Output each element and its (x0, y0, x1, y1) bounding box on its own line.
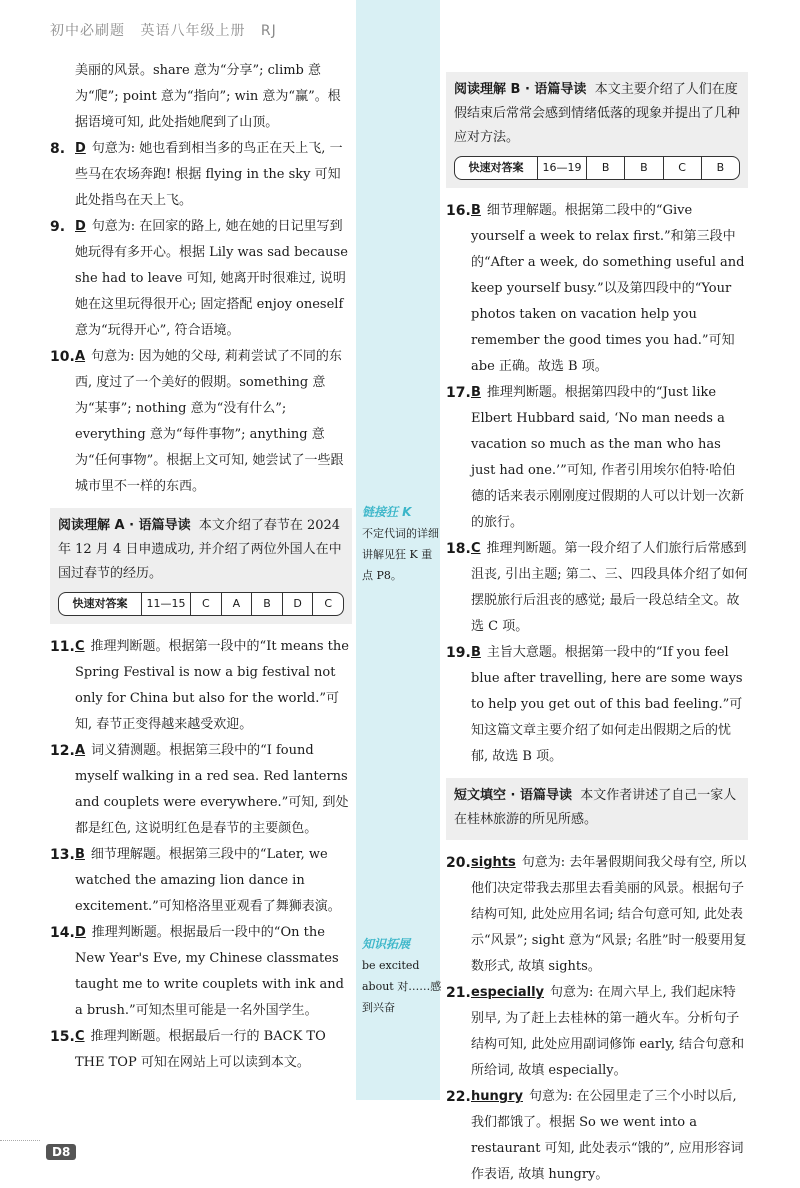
item-explanation: 主旨大意题。根据第一段中的“If you feel blue after travelling, here are some ways to help you get out of this bad feeling.”可知这篇文章主要介绍了如何走出假期之后的忧郁, 故选 B 项。 (471, 645, 743, 764)
reading-a-guide-box (50, 508, 352, 624)
answer-item (50, 842, 352, 920)
item-answer: B (471, 645, 481, 660)
continued-text: 美丽的风景。share 意为“分享”; climb 意为“爬”; point 意为“指向”; win 意为“赢”。根据语境可知, 此处指她爬到了山顶。 (75, 63, 341, 130)
item-number: 17. (446, 385, 471, 401)
quick-answer-cell: B (716, 161, 725, 174)
quick-answer-range: 11—15 (142, 593, 191, 615)
header-series: 初中必刷题 (50, 23, 125, 39)
item-number: 11. (50, 639, 75, 655)
answer-item (446, 640, 748, 770)
guide-text: 本文主要介绍了人们在度假结束后常常会感到情绪低落的现象并提出了几种应对方法。 (454, 82, 741, 145)
answer-item (50, 344, 352, 500)
answer-item (446, 1084, 748, 1188)
item-answer: D (75, 925, 86, 940)
item-answer: D (75, 219, 86, 234)
item-explanation: 句意为: 在周六早上, 我们起床特别早, 为了赶上去桂林的第一趟火车。分析句子结构可知, 此处应用副词修饰 early, 结合句意和所给词, 故填 especially。 (471, 985, 745, 1078)
item-explanation: 推理判断题。第一段介绍了人们旅行后常感到沮丧, 引出主题; 第二、三、四段具体介绍了如何摆脱旅行后沮丧的感觉; 最后一段总结全文。故选 C 项。 (471, 541, 748, 634)
item-explanation: 词义猜测题。根据第三段中的“I found myself walking in a red sea. Red lanterns and couplets were everywhere.”可知, 到处都是红色, 这说明红色是春节的主要颜色。 (75, 743, 349, 836)
item-number: 19. (446, 645, 471, 661)
margin-note-title: 链接狂 K (362, 505, 412, 519)
item-number: 8. (50, 141, 66, 157)
item-explanation: 细节理解题。根据第二段中的“Give yourself a week to relax first.”和第三段中的“After a week, do something useful and keep yourself busy.”以及第四段中的“Your photos taken on vacation help you remember the good times you had.”可知 abe 正确。故选 B 项。 (471, 203, 745, 374)
quick-answer-title: 快速对答案 (455, 157, 538, 179)
answer-item (446, 850, 748, 980)
item-number: 14. (50, 925, 75, 941)
quick-answer-cell: B (252, 593, 283, 615)
item-number: 20. (446, 855, 471, 871)
item-answer: C (75, 639, 85, 654)
guide-tag: 短文填空 · 语篇导读 (454, 788, 572, 803)
margin-note-text: be excited about 对……感到兴奋 (362, 959, 442, 1014)
item-answer: B (471, 203, 481, 218)
item-number: 22. (446, 1089, 471, 1105)
margin-note-title: 知识拓展 (362, 937, 411, 951)
answer-item (50, 1024, 352, 1076)
item-answer: B (75, 847, 85, 862)
header-edition: RJ (260, 23, 277, 39)
quick-answer-cell: C (324, 597, 333, 610)
quick-answer-table (58, 592, 344, 616)
answer-item (446, 380, 748, 536)
quick-answer-cell: B (587, 157, 625, 179)
item-answer: C (471, 541, 481, 556)
item-explanation: 句意为: 因为她的父母, 莉莉尝试了不同的东西, 度过了一个美好的假期。something 意为“某事”; nothing 意为“没有什么”; everything 意为“每件事物”; anything 意为“任何事物”。根据上文可知, 她尝试了一些跟城市里不一样的东西。 (75, 349, 344, 494)
answer-item (50, 214, 352, 344)
item-number: 12. (50, 743, 75, 759)
page-number: D8 (46, 1144, 76, 1160)
item-answer: B (471, 385, 481, 400)
answer-item (446, 536, 748, 640)
answer-item (446, 980, 748, 1084)
margin-note-link (362, 502, 442, 586)
margin-note-knowledge (362, 934, 442, 1018)
item-explanation: 推理判断题。根据最后一段中的“On the New Year's Eve, my Chinese classmates taught me to write couplets with ink and a brush.”可知杰里可能是一名外国学生。 (75, 925, 344, 1018)
cloze-guide-box (446, 778, 748, 840)
answer-item (50, 738, 352, 842)
item-explanation: 句意为: 去年暑假期间我父母有空, 所以他们决定带我去那里去看美丽的风景。根据句子结构可知, 此处应用名词; 结合句意可知, 此处表示“风景”; sight 意为“风景; 名胜”时一般要用复数形式, 故填 sights。 (471, 855, 747, 974)
guide-text: 本文作者讲述了自己一家人在桂林旅游的所见所感。 (454, 788, 737, 827)
item-explanation: 句意为: 她也看到相当多的鸟正在天上飞, 一些马在农场奔跑! 根据 flying in the sky 可知此处指鸟在天上飞。 (75, 141, 343, 208)
quick-answer-table (454, 156, 740, 180)
item-explanation: 推理判断题。根据第四段中的“Just like Elbert Hubbard said, ‘No man needs a vacation so much as the man who has just had one.’”可知, 作者引用埃尔伯特·哈伯德的话来表示刚刚度过假期的人可以计划一次新的旅行。 (471, 385, 745, 530)
answer-item (50, 136, 352, 214)
quick-answer-cell: D (283, 593, 314, 615)
item-explanation: 细节理解题。根据第三段中的“Later, we watched the amazing lion dance in excitement.”可知格洛里亚观看了舞狮表演。 (75, 847, 341, 914)
item-answer: A (75, 349, 86, 364)
left-column (50, 58, 352, 1076)
quick-answer-cell: B (625, 157, 663, 179)
answer-item (50, 920, 352, 1024)
answer-item (446, 198, 748, 380)
corner-dots (0, 1140, 40, 1179)
header-book: 英语八年级上册 (140, 23, 246, 39)
reading-b-guide-box (446, 72, 748, 188)
answer-item (50, 634, 352, 738)
quick-answer-cell: A (222, 593, 253, 615)
item-explanation: 句意为: 在公园里走了三个小时以后, 我们都饿了。根据 So we went into a restaurant 可知, 此处表示“饿的”, 应用形容词作表语, 故填 hungry。 (471, 1089, 744, 1182)
quick-answer-range: 16—19 (538, 157, 587, 179)
item-number: 21. (446, 985, 471, 1001)
quick-answer-cell: C (664, 157, 702, 179)
item-answer: D (75, 141, 86, 156)
item-answer: especially (471, 985, 544, 1000)
item-number: 9. (50, 219, 66, 235)
item-explanation: 推理判断题。根据第一段中的“It means the Spring Festival is now a big festival not only for China but also for the world.”可知, 春节正变得越来越受欢迎。 (75, 639, 349, 732)
guide-tag: 阅读理解 A · 语篇导读 (58, 518, 191, 533)
guide-text: 本文介绍了春节在 2024 年 12 月 4 日申遗成功, 并介绍了两位外国人在中国过春节的经历。 (58, 518, 342, 581)
guide-tag: 阅读理解 B · 语篇导读 (454, 82, 587, 97)
item-answer: sights (471, 855, 516, 870)
quick-answer-cell: C (191, 593, 222, 615)
page-header (50, 20, 287, 40)
item-answer: hungry (471, 1089, 523, 1104)
item-number: 13. (50, 847, 75, 863)
item-answer: C (75, 1029, 85, 1044)
item-explanation: 推理判断题。根据最后一行的 BACK TO THE TOP 可知在网站上可以读到本文。 (75, 1029, 326, 1070)
quick-answer-title: 快速对答案 (59, 593, 142, 615)
right-column (446, 72, 748, 1188)
item-number: 18. (446, 541, 471, 557)
item-number: 10. (50, 349, 75, 365)
item-number: 15. (50, 1029, 75, 1045)
item-number: 16. (446, 203, 471, 219)
margin-note-text: 不定代词的详细讲解见狂 K 重点 P8。 (362, 527, 439, 582)
item-answer: A (75, 743, 86, 758)
item-explanation: 句意为: 在回家的路上, 她在她的日记里写到她玩得有多开心。根据 Lily was sad because she had to leave 可知, 她离开时很难过, 说明她在这里玩得很开心; 固定搭配 enjoy oneself 意为“玩得开心”, 符合语境。 (75, 219, 348, 338)
